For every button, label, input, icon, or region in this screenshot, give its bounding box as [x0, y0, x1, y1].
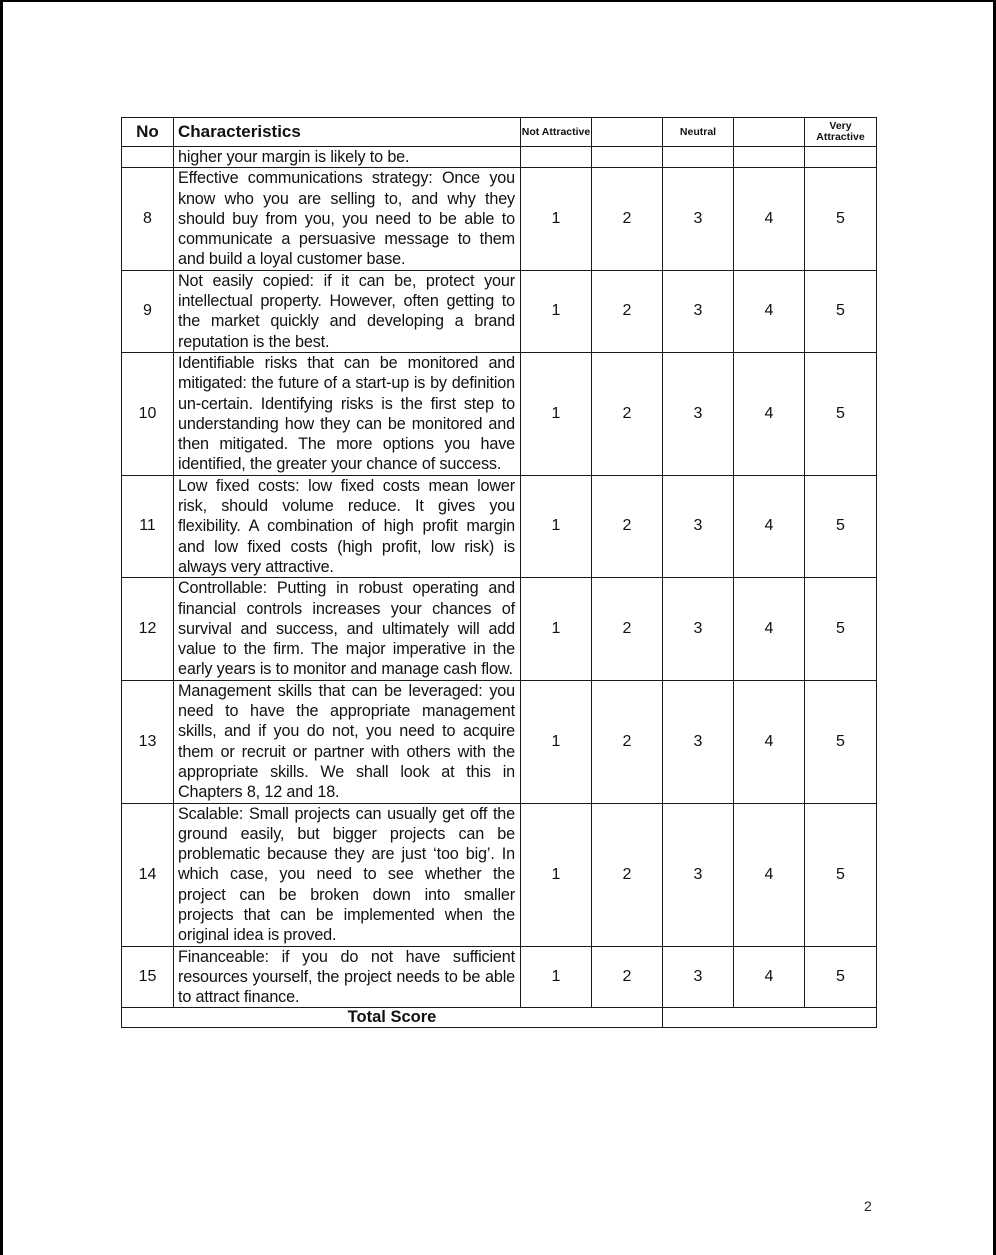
score-option-3[interactable]: 3 [663, 680, 734, 803]
characteristic-description: Identifiable risks that can be monitored and mitigated: the future of a start-up is by definition un-certain. Identifying risks is the first step to understanding how they can be monitored and then mitigated. The more options you have identified, the greater your chance of success. [174, 352, 521, 475]
header-no: No [122, 118, 174, 147]
row-number: 15 [122, 946, 174, 1008]
characteristics-table [121, 117, 877, 1028]
empty-cell [592, 147, 663, 168]
header-row [122, 118, 877, 147]
score-option-1[interactable]: 1 [521, 475, 592, 577]
score-option-2[interactable]: 2 [592, 803, 663, 946]
score-option-2[interactable]: 2 [592, 270, 663, 352]
total-score-label: Total Score [122, 1008, 663, 1028]
characteristic-description: Low fixed costs: low fixed costs mean lower risk, should volume reduce. It gives you flexibility. A combination of high profit margin and low fixed costs (high profit, low risk) is always very attractive. [174, 475, 521, 577]
header-not-attractive: Not Attractive [521, 118, 592, 147]
score-option-3[interactable]: 3 [663, 578, 734, 680]
row-number: 14 [122, 803, 174, 946]
score-option-4[interactable]: 4 [734, 578, 805, 680]
score-option-5[interactable]: 5 [805, 352, 877, 475]
total-row [122, 1008, 877, 1028]
score-option-5[interactable]: 5 [805, 168, 877, 270]
characteristic-description: Management skills that can be leveraged: you need to have the appropriate management skills, and if you do not, you need to acquire them or recruit or partner with others with the appropriate skills. We shall look at this in Chapters 8, 12 and 18. [174, 680, 521, 803]
table-row [122, 168, 877, 270]
score-option-1[interactable]: 1 [521, 168, 592, 270]
characteristic-description: Controllable: Putting in robust operating and financial controls increases your chances of survival and success, and ultimately will add value to the firm. The major imperative in the early years is to monitor and manage cash flow. [174, 578, 521, 680]
continuation-text: higher your margin is likely to be. [174, 147, 521, 168]
score-option-1[interactable]: 1 [521, 352, 592, 475]
table-row [122, 946, 877, 1008]
score-option-4[interactable]: 4 [734, 475, 805, 577]
row-number: 12 [122, 578, 174, 680]
score-option-2[interactable]: 2 [592, 475, 663, 577]
document-page [3, 2, 993, 1255]
score-option-4[interactable]: 4 [734, 168, 805, 270]
continuation-row [122, 147, 877, 168]
score-option-5[interactable]: 5 [805, 578, 877, 680]
header-scale-4 [734, 118, 805, 147]
score-option-3[interactable]: 3 [663, 475, 734, 577]
score-option-1[interactable]: 1 [521, 803, 592, 946]
row-number: 10 [122, 352, 174, 475]
characteristic-description: Scalable: Small projects can usually get off the ground easily, but bigger projects can be problematic because they are just ‘too big’. In which case, you need to see whether the project can be broken down into smaller projects that can be implemented when the original idea is proved. [174, 803, 521, 946]
score-option-1[interactable]: 1 [521, 946, 592, 1008]
score-option-2[interactable]: 2 [592, 680, 663, 803]
table-row [122, 270, 877, 352]
score-option-5[interactable]: 5 [805, 803, 877, 946]
score-option-4[interactable]: 4 [734, 946, 805, 1008]
header-characteristics: Characteristics [174, 118, 521, 147]
empty-cell [734, 147, 805, 168]
empty-cell [663, 147, 734, 168]
header-very-attractive: Very Attractive [805, 118, 877, 147]
score-option-3[interactable]: 3 [663, 946, 734, 1008]
score-option-2[interactable]: 2 [592, 352, 663, 475]
score-option-2[interactable]: 2 [592, 168, 663, 270]
score-option-2[interactable]: 2 [592, 578, 663, 680]
score-option-1[interactable]: 1 [521, 270, 592, 352]
page-number: 2 [864, 1198, 872, 1214]
score-option-3[interactable]: 3 [663, 352, 734, 475]
total-score-value [663, 1008, 877, 1028]
table-row [122, 578, 877, 680]
score-option-5[interactable]: 5 [805, 475, 877, 577]
score-option-5[interactable]: 5 [805, 680, 877, 803]
table-row [122, 680, 877, 803]
table-row [122, 803, 877, 946]
continuation-no [122, 147, 174, 168]
empty-cell [521, 147, 592, 168]
header-neutral: Neutral [663, 118, 734, 147]
row-number: 13 [122, 680, 174, 803]
score-option-5[interactable]: 5 [805, 946, 877, 1008]
row-number: 11 [122, 475, 174, 577]
row-number: 8 [122, 168, 174, 270]
score-option-1[interactable]: 1 [521, 680, 592, 803]
score-option-4[interactable]: 4 [734, 270, 805, 352]
characteristic-description: Not easily copied: if it can be, protect your intellectual property. However, often getting to the market quickly and developing a brand reputation is the best. [174, 270, 521, 352]
score-option-5[interactable]: 5 [805, 270, 877, 352]
table-row [122, 352, 877, 475]
score-option-1[interactable]: 1 [521, 578, 592, 680]
empty-cell [805, 147, 877, 168]
table-row [122, 475, 877, 577]
score-option-3[interactable]: 3 [663, 803, 734, 946]
score-option-3[interactable]: 3 [663, 270, 734, 352]
score-option-3[interactable]: 3 [663, 168, 734, 270]
header-scale-2 [592, 118, 663, 147]
score-option-4[interactable]: 4 [734, 803, 805, 946]
characteristic-description: Financeable: if you do not have sufficient resources yourself, the project needs to be able to attract finance. [174, 946, 521, 1008]
score-option-4[interactable]: 4 [734, 680, 805, 803]
score-option-2[interactable]: 2 [592, 946, 663, 1008]
characteristic-description: Effective communications strategy: Once you know who you are selling to, and why they should buy from you, you need to be able to communicate a persuasive message to them and build a loyal customer base. [174, 168, 521, 270]
row-number: 9 [122, 270, 174, 352]
score-option-4[interactable]: 4 [734, 352, 805, 475]
